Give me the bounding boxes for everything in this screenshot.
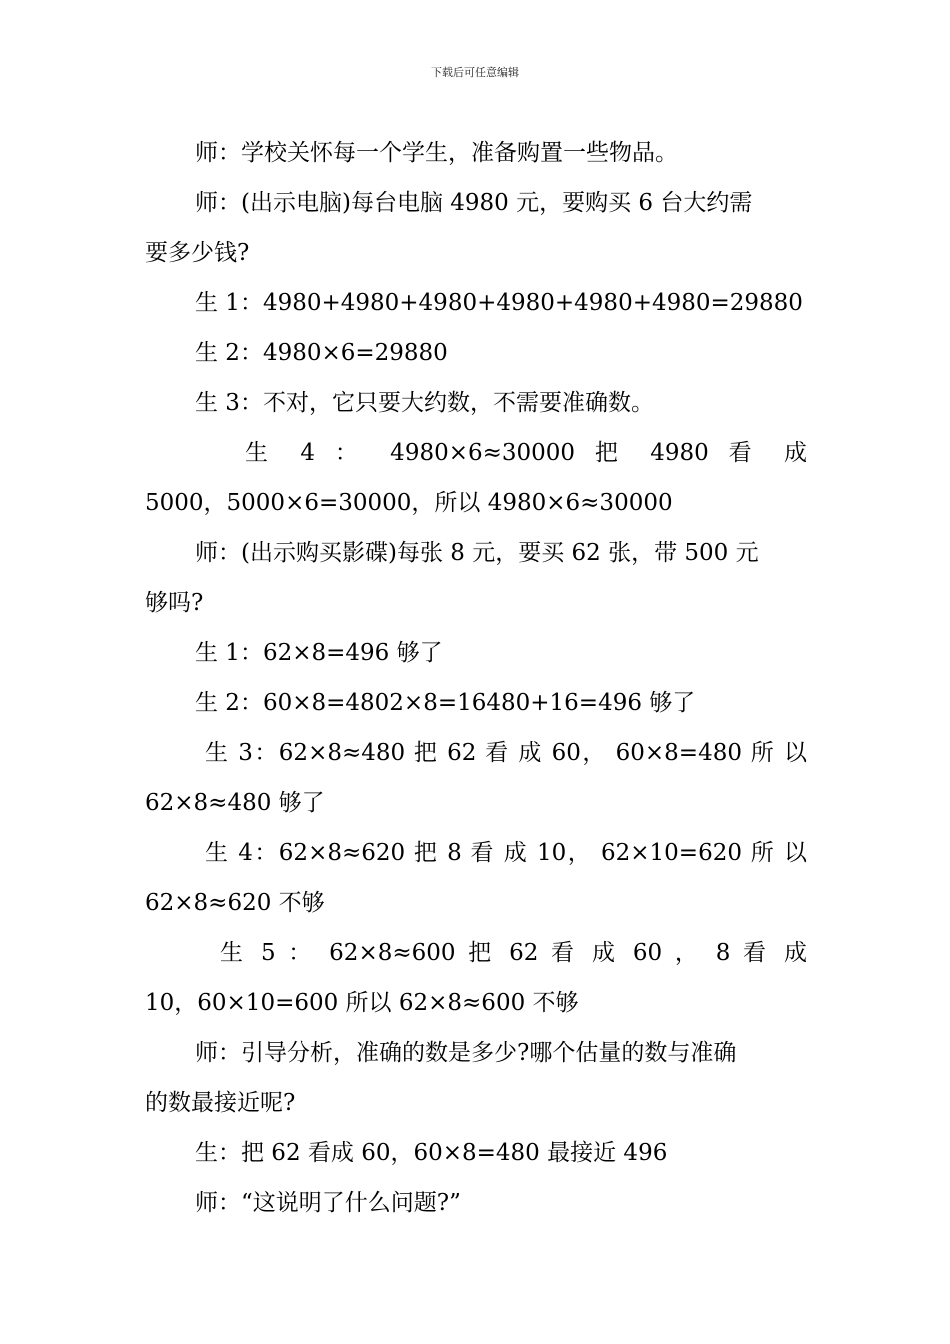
paragraph-line: 生 2：60×8=4802×8=16480+16=496 够了 xyxy=(195,690,696,716)
page-header-note: 下载后可任意编辑 xyxy=(431,66,519,79)
paragraph-line: 10，60×10=600 所以 62×8≈600 不够 xyxy=(145,990,579,1016)
paragraph-line: 生 3：62×8≈480 把 62 看 成 60， 60×8=480 所 以 xyxy=(205,740,807,766)
paragraph-line: 的数最接近呢? xyxy=(145,1090,296,1116)
document-body xyxy=(145,128,807,1228)
paragraph-line: 师：(出示电脑)每台电脑 4980 元，要购买 6 台大约需 xyxy=(195,190,753,216)
paragraph-line: 62×8≈480 够了 xyxy=(145,790,325,816)
paragraph-line: 师：(出示购买影碟)每张 8 元，要买 62 张，带 500 元 xyxy=(195,540,759,566)
paragraph-line: 生 5 ： 62×8≈600 把 62 看 成 60 ， 8 看 成 xyxy=(220,940,808,966)
paragraph-line: 生 1：62×8=496 够了 xyxy=(195,640,443,666)
paragraph-line: 生：把 62 看成 60，60×8=480 最接近 496 xyxy=(195,1140,668,1166)
paragraph-line: 生 2：4980×6=29880 xyxy=(195,340,448,366)
paragraph-line: 师：引导分析，准确的数是多少?哪个估量的数与准确 xyxy=(195,1040,737,1066)
paragraph-line: 够吗? xyxy=(145,590,204,616)
paragraph-line: 要多少钱? xyxy=(145,240,250,266)
paragraph-line: 生 3：不对，它只要大约数，不需要准确数。 xyxy=(195,390,654,416)
paragraph-line: 生 4 ： 4980×6≈30000 把 4980 看 成 xyxy=(245,440,807,466)
paragraph-line: 生 1：4980+4980+4980+4980+4980+4980=29880 xyxy=(195,290,803,316)
paragraph-line: 师：“这说明了什么问题?” xyxy=(195,1190,461,1216)
paragraph-line: 师：学校关怀每一个学生，准备购置一些物品。 xyxy=(195,140,678,166)
paragraph-line: 生 4：62×8≈620 把 8 看 成 10， 62×10=620 所 以 xyxy=(205,840,807,866)
paragraph-line: 62×8≈620 不够 xyxy=(145,890,325,916)
paragraph-line: 5000，5000×6=30000，所以 4980×6≈30000 xyxy=(145,490,673,516)
